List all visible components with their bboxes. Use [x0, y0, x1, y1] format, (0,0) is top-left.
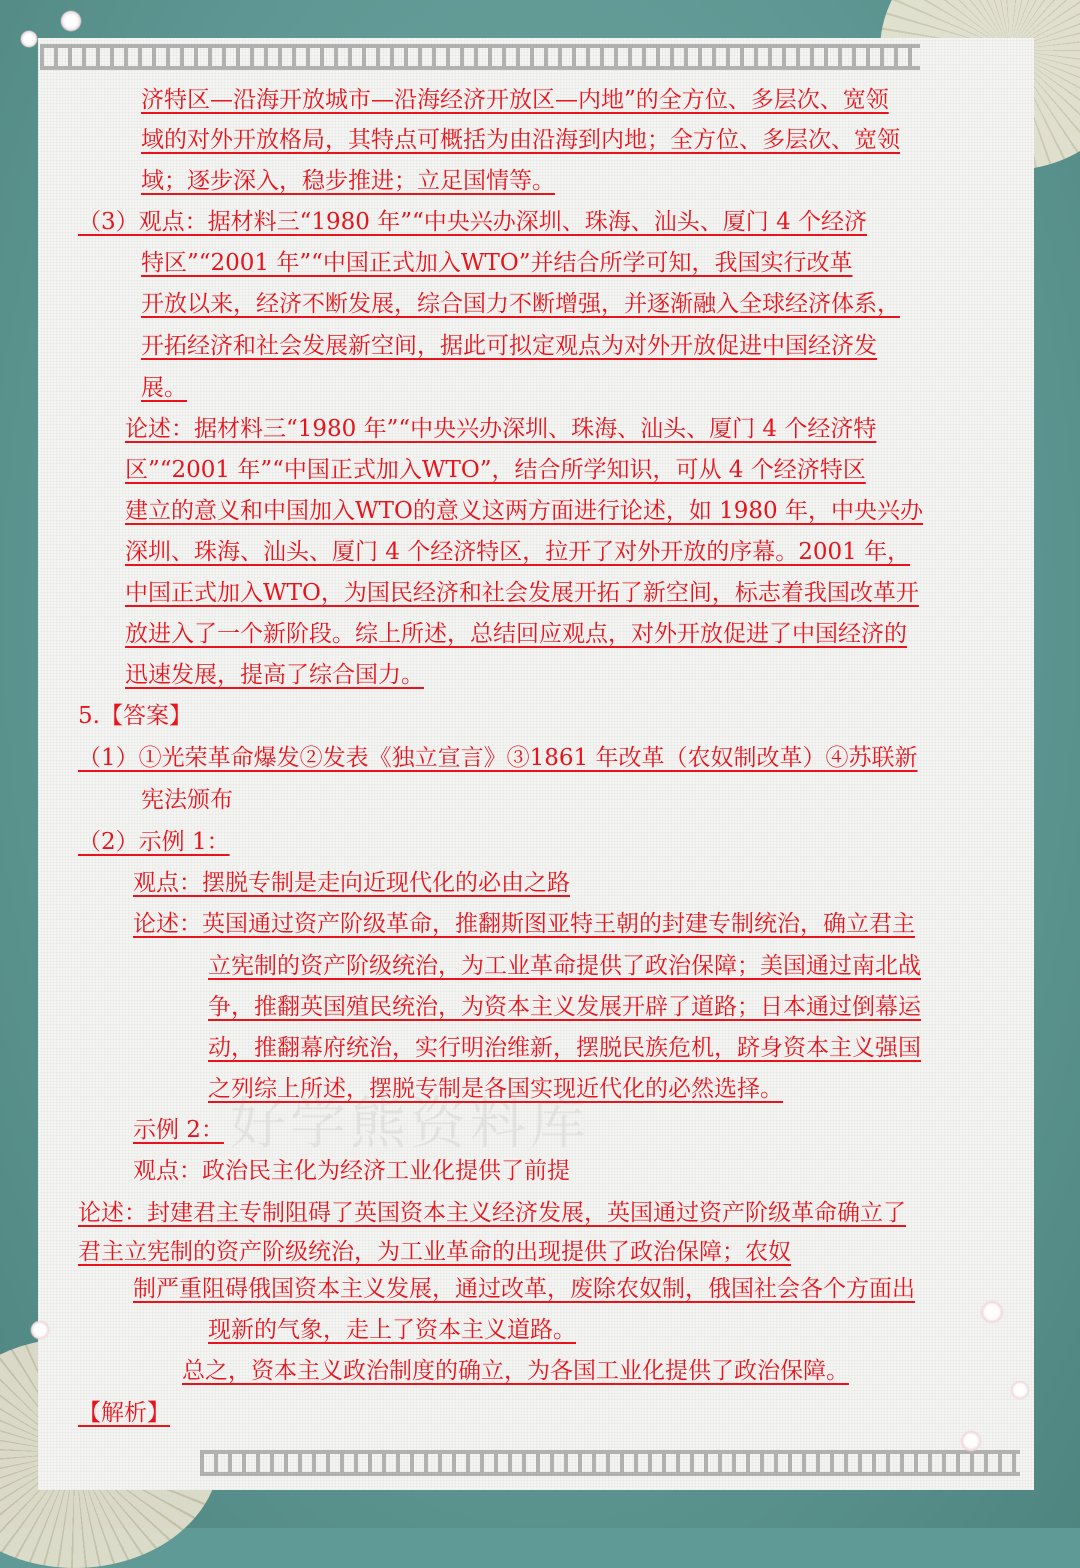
section-heading: 5.【答案】 — [78, 703, 192, 729]
answer-line: 立宪制的资产阶级统治，为工业革命提供了政治保障；美国通过南北战 — [208, 953, 921, 979]
answer-line: 观点：摆脱专制是走向近现代化的必由之路 — [133, 870, 570, 896]
answer-line: 开拓经济和社会发展新空间，据此可拟定观点为对外开放促进中国经济发 — [141, 333, 877, 359]
answer-line: 论述：据材料三“1980 年”“中央兴办深圳、珠海、汕头、厦门 4 个经济特 — [125, 416, 877, 442]
answer-line: 制严重阻碍俄国资本主义发展，通过改革，废除农奴制，俄国社会各个方面出 — [133, 1276, 915, 1302]
answer-line: 迅速发展，提高了综合国力。 — [125, 662, 424, 688]
answer-line: （2）示例 1： — [78, 829, 230, 855]
plum-blossom-icon — [1010, 1380, 1030, 1400]
answer-line: 特区”“2001 年”“中国正式加入WTO”并结合所学可知，我国实行改革 — [141, 250, 853, 276]
answer-line: 示例 2： — [133, 1117, 224, 1143]
answer-line: 区”“2001 年”“中国正式加入WTO”，结合所学知识，可从 4 个经济特区 — [125, 457, 866, 483]
answer-line: 动，推翻幕府统治，实行明治维新，摆脱民族危机，跻身资本主义强国 — [208, 1035, 921, 1061]
plum-blossom-icon — [20, 30, 38, 48]
answer-line: （1）①光荣革命爆发②发表《独立宣言》③1861 年改革（农奴制改革）④苏联新 — [78, 745, 918, 771]
answer-line: 争，推翻英国殖民统治，为资本主义发展开辟了道路；日本通过倒幕运 — [208, 994, 921, 1020]
answer-line: 域；逐步深入，稳步推进；立足国情等。 — [141, 168, 555, 194]
lattice-border-top — [40, 44, 920, 70]
answer-line: （3）观点：据材料三“1980 年”“中央兴办深圳、珠海、汕头、厦门 4 个经济 — [78, 209, 868, 235]
watermark: 好学熊资料库 — [230, 1092, 590, 1157]
answer-line: 建立的意义和中国加入WTO的意义这两方面进行论述，如 1980 年，中央兴办 — [125, 498, 923, 524]
answer-line: 深圳、珠海、汕头、厦门 4 个经济特区，拉开了对外开放的序幕。2001 年， — [125, 539, 911, 565]
section-heading: 【解析】 — [78, 1400, 170, 1426]
answer-line: 济特区—沿海开放城市—沿海经济开放区—内地”的全方位、多层次、宽领 — [141, 87, 889, 113]
answer-line: 开放以来，经济不断发展，综合国力不断增强，并逐渐融入全球经济体系， — [141, 291, 900, 317]
plum-blossom-icon — [960, 1430, 982, 1452]
answer-line: 总之，资本主义政治制度的确立，为各国工业化提供了政治保障。 — [182, 1358, 849, 1384]
answer-line: 之列综上所述，摆脱专制是各国实现近代化的必然选择。 — [208, 1076, 783, 1102]
answer-line: 君主立宪制的资产阶级统治，为工业革命的出现提供了政治保障；农奴 — [78, 1239, 791, 1265]
answer-line: 域的对外开放格局，其特点可概括为由沿海到内地；全方位、多层次、宽领 — [141, 127, 900, 153]
lattice-border-bottom — [200, 1450, 1020, 1476]
answer-line: 观点：政治民主化为经济工业化提供了前提 — [133, 1158, 570, 1184]
answer-line: 论述：英国通过资产阶级革命，推翻斯图亚特王朝的封建专制统治，确立君主 — [133, 911, 915, 937]
plum-blossom-icon — [60, 10, 82, 32]
answer-line: 放进入了一个新阶段。综上所述，总结回应观点，对外开放促进了中国经济的 — [125, 621, 907, 647]
plum-blossom-icon — [980, 1300, 1004, 1324]
answer-line: 现新的气象，走上了资本主义道路。 — [208, 1317, 576, 1343]
answer-line: 中国正式加入WTO，为国民经济和社会发展开拓了新空间，标志着我国改革开 — [125, 580, 919, 606]
answer-line: 宪法颁布 — [141, 787, 233, 813]
answer-line: 论述：封建君主专制阻碍了英国资本主义经济发展，英国通过资产阶级革命确立了 — [78, 1200, 906, 1226]
answer-line: 展。 — [141, 375, 187, 401]
plum-blossom-icon — [30, 1320, 50, 1340]
